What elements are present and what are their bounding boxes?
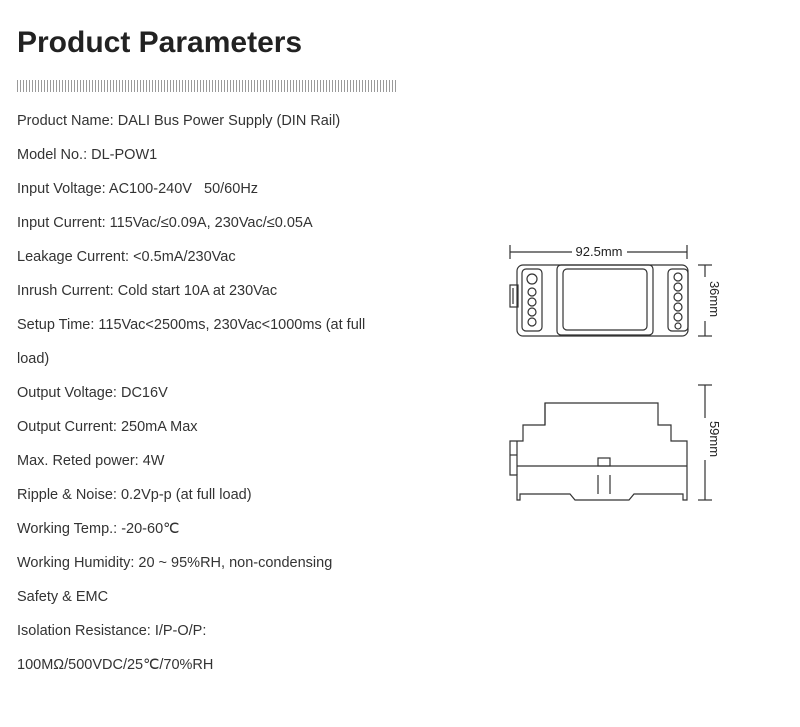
right-terminal-3 bbox=[674, 293, 682, 301]
side-view-latch bbox=[598, 458, 610, 466]
param-input-current: Input Current: 115Vac/≤0.09A, 230Vac/≤0.05A bbox=[17, 215, 313, 231]
right-terminal-2 bbox=[674, 283, 682, 291]
param-working-temp: Working Temp.: -20-60℃ bbox=[17, 521, 180, 537]
parameter-list bbox=[17, 104, 417, 682]
right-terminal-block bbox=[668, 269, 688, 331]
top-view-body bbox=[517, 265, 688, 336]
param-output-current: Output Current: 250mA Max bbox=[17, 419, 198, 435]
param-isolation-resistance-value: 100MΩ/500VDC/25℃/70%RH bbox=[17, 657, 214, 673]
right-terminal-4 bbox=[674, 303, 682, 311]
decorative-tick-rule bbox=[17, 80, 398, 92]
param-max-power: Max. Reted power: 4W bbox=[17, 453, 165, 469]
param-leakage-current: Leakage Current: <0.5mA/230Vac bbox=[17, 249, 236, 265]
height-dim-label: 36mm bbox=[707, 280, 722, 318]
param-setup-time: Setup Time: 115Vac<2500ms, 230Vac<1000ms (at full bbox=[17, 317, 366, 333]
right-terminal-1 bbox=[674, 273, 682, 281]
side-view bbox=[510, 403, 687, 500]
param-inrush-current: Inrush Current: Cold start 10A at 230Vac bbox=[17, 283, 278, 299]
depth-dim-label: 59mm bbox=[707, 420, 722, 458]
param-product-name: Product Name: DALI Bus Power Supply (DIN Rail) bbox=[17, 113, 341, 129]
left-terminal-4 bbox=[528, 308, 536, 316]
center-window bbox=[563, 269, 647, 330]
top-view bbox=[510, 265, 688, 336]
param-isolation-resistance: Isolation Resistance: I/P-O/P: bbox=[17, 623, 207, 639]
width-dim-label: 92.5mm bbox=[575, 244, 623, 259]
left-terminal-block bbox=[522, 269, 542, 331]
page-title: Product Parameters bbox=[17, 26, 303, 59]
left-terminal-3 bbox=[528, 298, 536, 306]
param-setup-time-continued: load) bbox=[17, 351, 50, 367]
left-terminal-1 bbox=[527, 274, 537, 284]
right-terminal-5 bbox=[674, 313, 682, 321]
right-terminal-6 bbox=[675, 323, 681, 329]
param-working-humidity: Working Humidity: 20 ~ 95%RH, non-condensing bbox=[17, 555, 333, 571]
param-input-voltage: Input Voltage: AC100-240V 50/60Hz bbox=[17, 181, 259, 197]
param-ripple-noise: Ripple & Noise: 0.2Vp-p (at full load) bbox=[17, 487, 252, 503]
dimension-drawing bbox=[500, 235, 730, 515]
center-cover bbox=[557, 265, 653, 335]
param-output-voltage: Output Voltage: DC16V bbox=[17, 385, 168, 401]
left-terminal-2 bbox=[528, 288, 536, 296]
param-model-no: Model No.: DL-POW1 bbox=[17, 147, 158, 163]
left-terminal-5 bbox=[528, 318, 536, 326]
param-safety-emc: Safety & EMC bbox=[17, 589, 109, 605]
